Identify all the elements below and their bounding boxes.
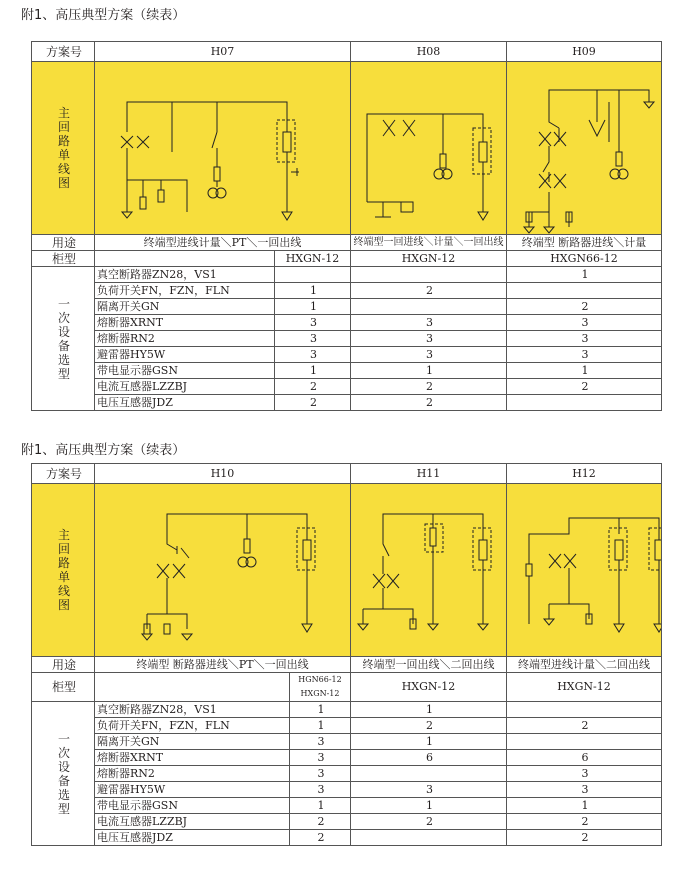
equip-name: 熔断器XRNT [95,315,275,331]
equip-name: 带电显示器GSN [95,363,275,379]
equip-qty: 2 [507,379,662,395]
equip-qty: 3 [507,766,662,782]
scheme-h11: H11 [351,464,507,484]
scheme-table-2 [31,463,662,846]
equip-qty: 1 [290,798,351,814]
equip-qty: 3 [275,347,351,363]
equip-qty [351,299,507,315]
equip-name: 电压互感器JDZ [95,395,275,411]
equip-qty [507,395,662,411]
equip-name: 熔断器RN2 [95,766,290,782]
equip-qty: 3 [290,750,351,766]
usage-h11: 终端型一回出线＼二回出线 [351,657,507,673]
equip-qty: 3 [507,347,662,363]
equipment-label: 一 次 设 备 选 型 [32,702,95,846]
equip-qty: 2 [351,379,507,395]
usage-h10: 终端型 断路器进线＼PT＼一回出线 [95,657,351,673]
equip-qty: 2 [351,814,507,830]
single-line-diagram-h10 [97,484,351,656]
equip-qty: 6 [507,750,662,766]
cabinet-label: 柜型 [32,251,95,267]
equip-qty: 1 [507,267,662,283]
diagram-label: 主 回 路 单 线 图 [32,484,95,657]
equip-qty: 2 [351,718,507,734]
equip-qty [351,267,507,283]
equip-qty: 2 [275,379,351,395]
equip-qty: 6 [351,750,507,766]
cabinet-h08: HXGN-12 [351,251,507,267]
equip-name: 熔断器RN2 [95,331,275,347]
usage-h09: 终端型 断路器进线＼计量 [507,235,662,251]
equip-qty: 3 [275,331,351,347]
diagram-h07 [95,62,351,235]
scheme-h08: H08 [351,42,507,62]
cabinet-h10: HGN66-12 HXGN-12 [290,673,351,702]
equip-qty: 1 [507,798,662,814]
equip-name: 真空断路器ZN28，VS1 [95,267,275,283]
equip-qty: 1 [351,798,507,814]
equip-name: 真空断路器ZN28，VS1 [95,702,290,718]
diagram-h09 [507,62,662,235]
scheme-h12: H12 [507,464,662,484]
equip-qty: 3 [290,734,351,750]
single-line-diagram-h09 [509,62,662,234]
diagram-h10 [95,484,351,657]
equip-qty: 1 [351,734,507,750]
equip-qty [351,766,507,782]
equip-qty [507,702,662,718]
usage-h07: 终端型进线计量＼PT＼一回出线 [95,235,351,251]
equip-qty: 3 [507,315,662,331]
scheme-h09: H09 [507,42,662,62]
equip-qty: 2 [507,718,662,734]
equip-qty: 3 [351,782,507,798]
equip-name: 隔离开关GN [95,734,290,750]
equip-qty: 1 [351,363,507,379]
usage-label: 用途 [32,657,95,673]
equip-name: 熔断器XRNT [95,750,290,766]
section2-title: 附1、高压典型方案（续表） [21,443,186,458]
equip-qty: 3 [290,782,351,798]
equip-qty: 2 [290,830,351,846]
cabinet-h09: HXGN66-12 [507,251,662,267]
section1-title: 附1、高压典型方案（续表） [21,8,186,23]
equip-qty: 2 [507,299,662,315]
equip-qty: 3 [275,315,351,331]
equip-name: 负荷开关FN，FZN，FLN [95,283,275,299]
equip-qty: 1 [275,299,351,315]
usage-h12: 终端型进线计量＼二回出线 [507,657,662,673]
equip-qty: 1 [351,702,507,718]
equip-qty: 2 [275,395,351,411]
scheme-h07: H07 [95,42,351,62]
equip-name: 避雷器HY5W [95,347,275,363]
scheme-h10: H10 [95,464,351,484]
diagram-h11 [351,484,507,657]
equip-qty [275,267,351,283]
scheme-table-1 [31,41,662,411]
scheme-number-label: 方案号 [32,464,95,484]
equip-name: 电流互感器LZZBJ [95,814,290,830]
equipment-label: 一 次 设 备 选 型 [32,267,95,411]
equip-qty: 2 [351,283,507,299]
equip-qty: 2 [507,814,662,830]
equip-name: 负荷开关FN，FZN，FLN [95,718,290,734]
cabinet-h12: HXGN-12 [507,673,662,702]
equip-qty: 3 [351,347,507,363]
equip-qty: 1 [275,283,351,299]
equip-qty: 1 [275,363,351,379]
equip-qty [351,830,507,846]
diagram-h08 [351,62,507,235]
equip-qty: 2 [351,395,507,411]
usage-h08: 终端型一回进线＼计量＼一回出线 [351,235,507,251]
single-line-diagram-h07 [97,62,351,234]
cabinet-label: 柜型 [32,673,95,702]
equip-qty: 3 [507,331,662,347]
equip-qty: 2 [507,830,662,846]
scheme-number-label: 方案号 [32,42,95,62]
equip-qty: 3 [351,331,507,347]
equip-qty: 3 [351,315,507,331]
single-line-diagram-h08 [353,62,507,234]
equip-name: 避雷器HY5W [95,782,290,798]
cabinet-h07-empty [95,251,275,267]
equip-name: 电流互感器LZZBJ [95,379,275,395]
equip-qty: 1 [507,363,662,379]
cabinet-h10-empty [95,673,290,702]
equip-name: 电压互感器JDZ [95,830,290,846]
single-line-diagram-h11 [353,484,507,656]
equip-qty [507,283,662,299]
cabinet-h11: HXGN-12 [351,673,507,702]
equip-qty: 3 [507,782,662,798]
single-line-diagram-h12 [509,484,662,656]
equip-qty: 1 [290,718,351,734]
equip-name: 隔离开关GN [95,299,275,315]
equip-name: 带电显示器GSN [95,798,290,814]
diagram-h12 [507,484,662,657]
usage-label: 用途 [32,235,95,251]
equip-qty [507,734,662,750]
equip-qty: 2 [290,814,351,830]
diagram-label: 主 回 路 单 线 图 [32,62,95,235]
equip-qty: 3 [290,766,351,782]
cabinet-h07: HXGN-12 [275,251,351,267]
equip-qty: 1 [290,702,351,718]
